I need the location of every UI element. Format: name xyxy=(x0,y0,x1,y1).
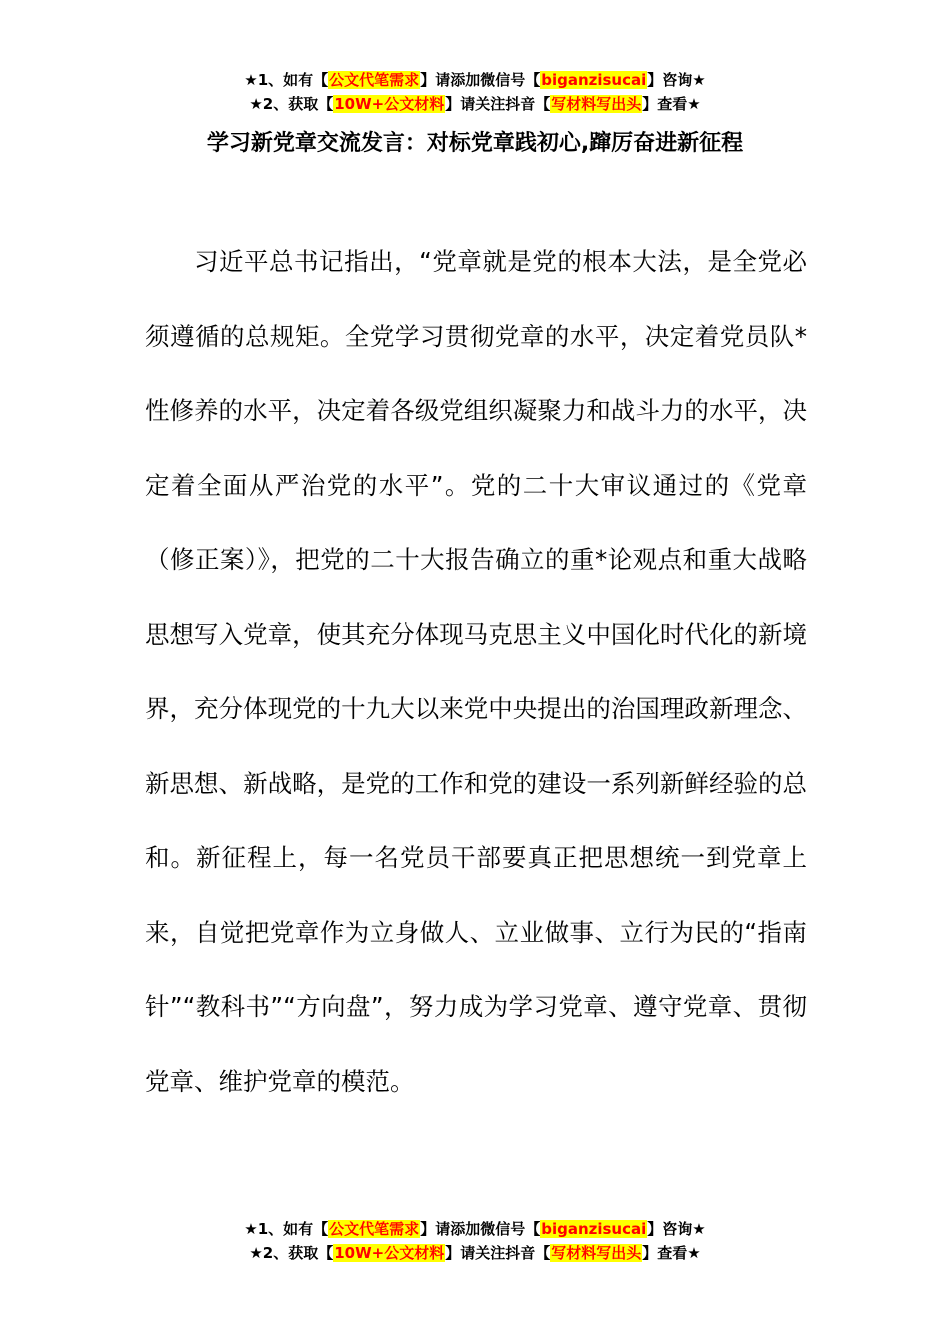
banner-highlight-service: 公文代笔需求 xyxy=(329,71,420,89)
footer-banner-line-1 xyxy=(0,1217,950,1241)
footer-highlight-wechat: biganzisucai xyxy=(541,1220,647,1238)
footer-line-1-prefix: ★1、如有【 xyxy=(244,1220,329,1238)
footer-highlight-douyin: 写材料写出头 xyxy=(551,1244,642,1262)
footer-banner-line-2 xyxy=(0,1241,950,1265)
footer-highlight-materials: 10W+公文材料 xyxy=(334,1244,445,1262)
footer-banner xyxy=(0,1217,950,1265)
banner-line-2-prefix: ★2、获取【 xyxy=(249,95,334,113)
body-paragraph: 习近平总书记指出，“党章就是党的根本大法，是全党必须遵循的总规矩。全党学习贯彻党章的水平，决定着党员队*性修养的水平，决定着各级党组织凝聚力和战斗力的水平，决定着全面从严治党的水平”。党的二十大审议通过的《党章（修正案）》，把党的二十大报告确立的重*论观点和重大战略思想写入党章，使其充分体现马克思主义中国化时代化的新境界，充分体现党的十九大以来党中央提出的治国理政新理念、新思想、新战略，是党的工作和党的建设一系列新鲜经验的总和。新征程上，每一名党员干部要真正把思想统一到党章上来，自觉把党章作为立身做人、立业做事、立行为民的“指南针”“教科书”“方向盘”，努力成为学习党章、遵守党章、贯彻党章、维护党章的模范。 xyxy=(145,247,807,1096)
footer-line-2-mid: 】请关注抖音【 xyxy=(445,1244,551,1262)
footer-line-1-mid: 】请添加微信号【 xyxy=(420,1220,541,1238)
banner-line-1-prefix: ★1、如有【 xyxy=(244,71,329,89)
banner-highlight-douyin: 写材料写出头 xyxy=(551,95,642,113)
banner-highlight-wechat: biganzisucai xyxy=(541,71,647,89)
footer-line-2-prefix: ★2、获取【 xyxy=(249,1244,334,1262)
banner-line-2-mid: 】请关注抖音【 xyxy=(445,95,551,113)
banner-line-1 xyxy=(0,68,950,92)
footer-highlight-service: 公文代笔需求 xyxy=(329,1220,420,1238)
header-banner xyxy=(0,68,950,116)
banner-line-2 xyxy=(0,92,950,116)
banner-line-1-mid: 】请添加微信号【 xyxy=(420,71,541,89)
banner-highlight-materials: 10W+公文材料 xyxy=(334,95,445,113)
footer-line-2-suffix: 】查看★ xyxy=(642,1244,701,1262)
banner-line-2-suffix: 】查看★ xyxy=(642,95,701,113)
footer-line-1-suffix: 】咨询★ xyxy=(647,1220,706,1238)
document-title: 学习新党章交流发言：对标党章践初心,蹿厉奋进新征程 xyxy=(206,131,744,156)
banner-line-1-suffix: 】咨询★ xyxy=(647,71,706,89)
